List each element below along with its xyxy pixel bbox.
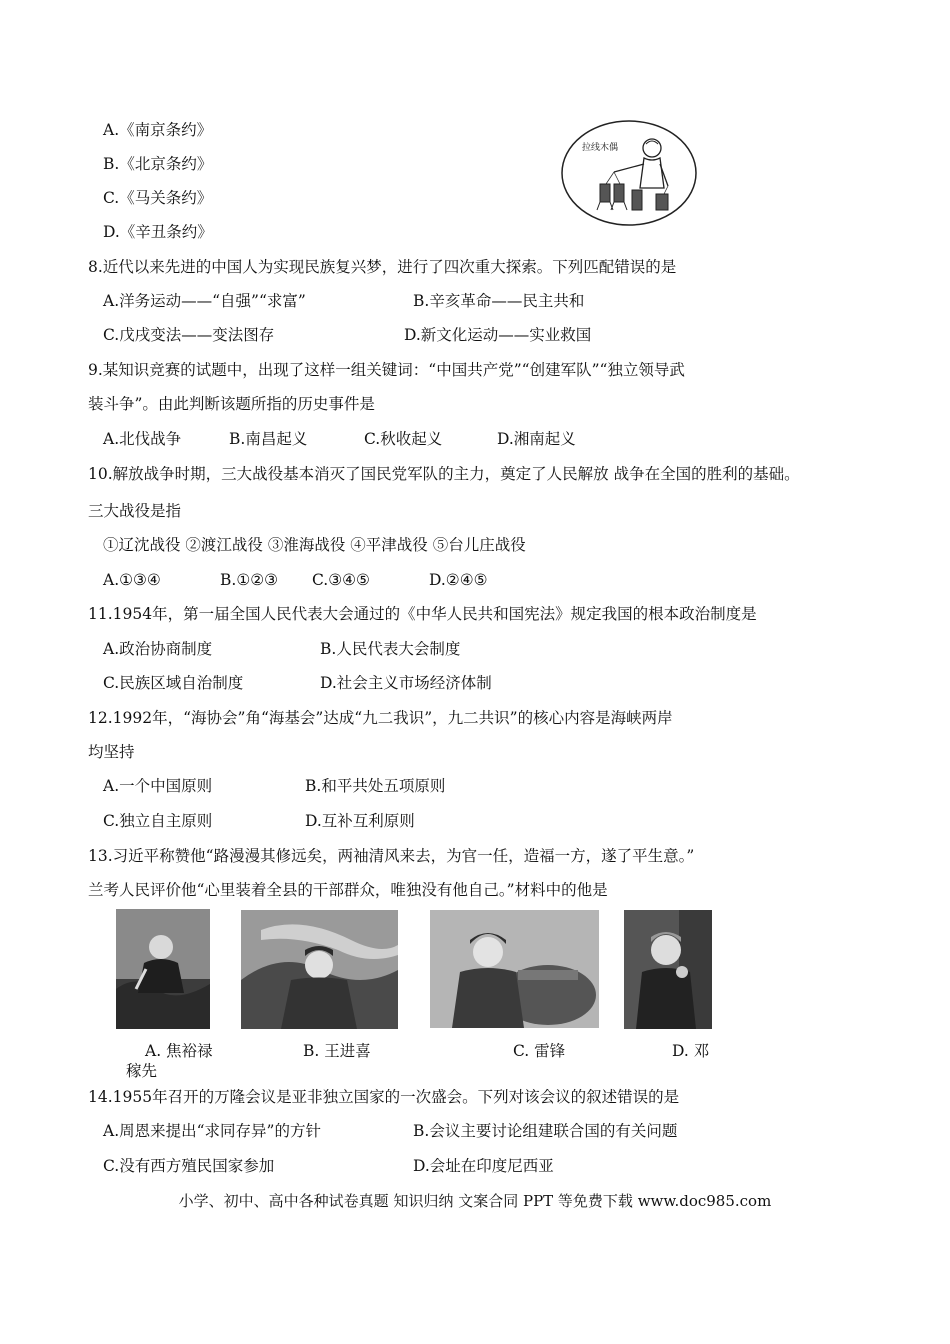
q11-option-d: D.社会主义市场经济体制 bbox=[320, 674, 492, 692]
q7-option-a: A.《南京条约》 bbox=[103, 121, 213, 139]
q12-option-d: D.互补互利原则 bbox=[305, 812, 415, 830]
puppet-cartoon-image bbox=[560, 118, 698, 228]
q9-stem-line2: 装斗争”。由此判断该题所指的历史事件是 bbox=[88, 395, 375, 413]
q14-option-d: D.会址在印度尼西亚 bbox=[413, 1157, 554, 1175]
lei-feng-photo bbox=[430, 910, 599, 1028]
q9-stem-line1: 9.某知识竞赛的试题中，出现了这样一组关键词：“中国共产党”“创建军队”“独立领导武 bbox=[88, 361, 685, 379]
q11-option-c: C.民族区域自治制度 bbox=[103, 674, 244, 692]
wang-jinxi-photo bbox=[241, 910, 398, 1029]
q8-option-b: B.辛亥革命——民主共和 bbox=[413, 292, 585, 310]
q9-option-a: A.北伐战争 bbox=[103, 430, 182, 448]
q7-option-b: B.《北京条约》 bbox=[103, 155, 213, 173]
q10-option-b: B.①②③ bbox=[220, 571, 279, 589]
q14-option-a: A.周恩来提出“求同存异”的方针 bbox=[103, 1122, 321, 1140]
q13-option-b: B. 王进喜 bbox=[303, 1042, 371, 1060]
q12-option-b: B.和平共处五项原则 bbox=[305, 777, 446, 795]
q13-stem-line1: 13.习近平称赞他“路漫漫其修远矣，两袖清风来去，为官一任，造福一方，遂了平生意。” bbox=[88, 847, 695, 865]
q12-option-c: C.独立自主原则 bbox=[103, 812, 213, 830]
q9-option-d: D.湘南起义 bbox=[497, 430, 576, 448]
cartoon-caption: 拉线木偶 bbox=[582, 143, 619, 153]
q13-option-c: C. 雷锋 bbox=[513, 1042, 566, 1060]
q10-items: ①辽沈战役 ②渡江战役 ③淮海战役 ④平津战役 ⑤台儿庄战役 bbox=[103, 536, 526, 554]
deng-jiaxian-photo bbox=[624, 910, 712, 1029]
q11-option-a: A.政治协商制度 bbox=[103, 640, 213, 658]
q11-option-b: B.人民代表大会制度 bbox=[320, 640, 461, 658]
q9-option-c: C.秋收起义 bbox=[364, 430, 443, 448]
q8-stem: 8.近代以来先进的中国人为实现民族复兴梦，进行了四次重大探索。下列匹配错误的是 bbox=[88, 258, 677, 276]
q12-option-a: A.一个中国原则 bbox=[103, 777, 213, 795]
q13-option-d-continued: 稼先 bbox=[126, 1062, 158, 1080]
q8-option-c: C.戊戌变法——变法图存 bbox=[103, 326, 275, 344]
q13-stem-line2: 兰考人民评价他“心里装着全县的干部群众，唯独没有他自己。”材料中的他是 bbox=[88, 881, 608, 899]
page-footer: 小学、初中、高中各种试卷真题 知识归纳 文案合同 PPT 等免费下载 www.doc985.com bbox=[178, 1192, 772, 1210]
q10-option-c: C.③④⑤ bbox=[312, 571, 370, 589]
q10-stem-line2: 三大战役是指 bbox=[88, 502, 182, 520]
q13-option-d: D. 邓 bbox=[672, 1042, 710, 1060]
q7-option-d: D.《辛丑条约》 bbox=[103, 223, 213, 241]
q8-option-d: D.新文化运动——实业救国 bbox=[404, 326, 592, 344]
q12-stem-line1: 12.1992年，“海协会”角“海基会”达成“九二我识”，九二共识”的核心内容是海峡两岸 bbox=[88, 709, 673, 727]
q7-option-c: C.《马关条约》 bbox=[103, 189, 213, 207]
q9-option-b: B.南昌起义 bbox=[229, 430, 308, 448]
q12-stem-line2: 均坚持 bbox=[88, 743, 135, 761]
q14-stem: 14.1955年召开的万隆会议是亚非独立国家的一次盛会。下列对该会议的叙述错误的是 bbox=[88, 1088, 680, 1106]
q10-stem-line1: 10.解放战争时期，三大战役基本消灭了国民党军队的主力，奠定了人民解放 战争在全国的胜利的基础。 bbox=[88, 465, 800, 483]
q13-option-a: A. 焦裕禄 bbox=[145, 1042, 213, 1060]
q11-stem: 11.1954年，第一届全国人民代表大会通过的《中华人民共和国宪法》规定我国的根本政治制度是 bbox=[88, 605, 757, 623]
q8-option-a: A.洋务运动——“自强”“求富” bbox=[103, 292, 306, 310]
q10-option-a: A.①③④ bbox=[103, 571, 161, 589]
q14-option-c: C.没有西方殖民国家参加 bbox=[103, 1157, 275, 1175]
q10-option-d: D.②④⑤ bbox=[429, 571, 488, 589]
jiao-yulu-photo bbox=[116, 909, 210, 1029]
q14-option-b: B.会议主要讨论组建联合国的有关问题 bbox=[413, 1122, 678, 1140]
